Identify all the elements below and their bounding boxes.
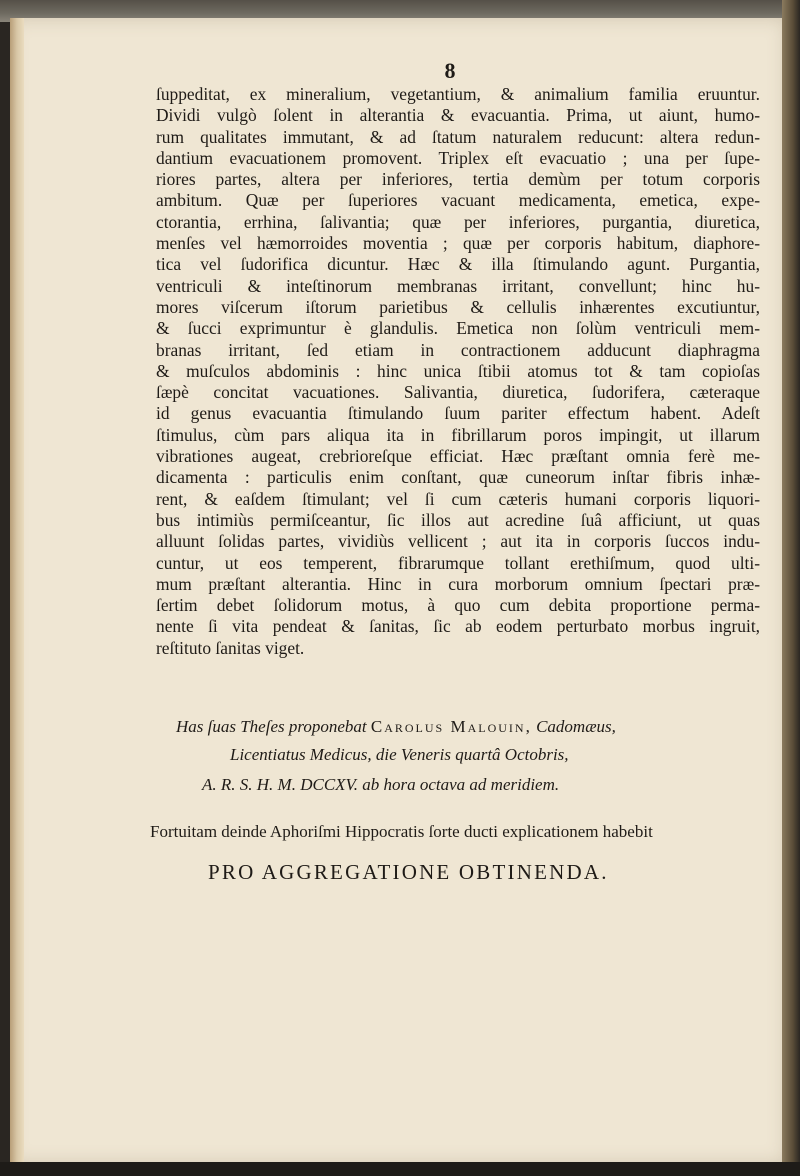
text-line: ſæpè concitat vacuationes. Salivantia, diuretica, ſudorifera, cæteraque	[156, 382, 760, 403]
text-line: ſtimulus, cùm pars aliqua ita in fibrillarum poros impingit, ut illarum	[156, 424, 760, 445]
book-fore-edge	[782, 0, 800, 1176]
imprint-line-3: A. R. S. H. M. DCCXV. ab hora octava ad meridiem.	[202, 775, 560, 794]
text-line: mores viſcerum iſtorum parietibus & cellulis inhærentes excutiuntur,	[156, 296, 760, 317]
text-line: vibrationes augeat, crebrioreſque efficiat. Hæc præſtant omnia ferè me-	[156, 446, 760, 467]
text-line: reſtituto ſanitas viget.	[156, 637, 305, 658]
text-line: dicamenta : particulis enim conſtant, quæ cuneorum inſtar fibris inhæ-	[156, 467, 760, 488]
page-number: 8	[444, 58, 456, 83]
imprint-line-1	[176, 717, 780, 737]
text-line: ſuppeditat, ex mineralium, vegetantium, & animalium familia eruuntur.	[156, 84, 760, 104]
text-line: Dividi vulgò ſolent in alterantia & evacuantia. Prima, ut aiunt, humo-	[156, 105, 760, 126]
text-line: alluunt ſolidas partes, vividiùs vellicent ; aut ita in corporis ſuccos indu-	[156, 531, 760, 552]
text-line: cuntur, ut eos temperent, fibrarumque tollant erethiſmum, quod ulti-	[156, 552, 760, 573]
text-line: ventriculi & inteſtinorum membranas irritant, convellunt; hinc hu-	[156, 275, 760, 296]
imprint-origin: Cadomæus,	[536, 717, 616, 736]
text-line: ctorantia, errhina, ſalivantia; quæ per inferiores, purgantia, diuretica,	[156, 211, 760, 232]
imprint-line-2: Licentiatus Medicus, die Veneris quartâ Octobris,	[230, 745, 569, 764]
text-line: bus intimiùs permiſceantur, ſic illos aut acredine ſuâ afficiunt, ut quas	[156, 509, 760, 530]
imprint-author: Carolus Malouin,	[370, 717, 532, 736]
closing-heading: PRO AGGREGATIONE OBTINENDA.	[208, 860, 609, 884]
text-line: nente ſi vita pendeat & ſanitas, ſic ab eodem perturbato morbus ingruit,	[156, 616, 760, 637]
text-line: ambitum. Quæ per ſuperiores vacuant medicamenta, emetica, expe-	[156, 190, 760, 211]
text-line: branas irritant, ſed etiam in contractionem adducunt diaphragma	[156, 339, 760, 360]
text-line: menſes vel hæmorroides moventia ; quæ per corporis habitum, diaphore-	[156, 233, 760, 254]
text-line: rum qualitates immutant, & ad ſtatum naturalem reducunt: altera redun-	[156, 126, 760, 147]
text-line: rent, & eaſdem ſtimulant; vel ſi cum cæteris humani corporis liquori-	[156, 488, 760, 509]
text-line: mum præſtant alterantia. Hinc in cura morborum omnium ſpectari præ-	[156, 573, 760, 594]
thesis-body-text	[156, 84, 760, 659]
text-line: ſertim debet ſolidorum motus, à quo cum debita proportione perma-	[156, 595, 760, 616]
text-line: id genus evacuantia ſtimulando ſuum pariter effectum habent. Adeſt	[156, 403, 760, 424]
text-line: & ſucci exprimuntur è glandulis. Emetica non ſolùm ventriculi mem-	[156, 318, 760, 339]
book-bottom-edge	[0, 1162, 800, 1176]
page-gutter	[10, 18, 24, 1164]
text-line: & muſculos abdominis : hinc unica ſtibii atomus tot & tam copioſas	[156, 360, 760, 381]
text-line: riores partes, altera per inferiores, tertia demùm per totum corporis	[156, 169, 760, 190]
imprint-intro: Has ſuas Theſes proponebat	[176, 717, 367, 736]
fortuitam-line: Fortuitam deinde Aphoriſmi Hippocratis ſorte ducti explicationem habebit	[150, 822, 653, 841]
text-line: dantium evacuationem promovent. Triplex eſt evacuatio ; una per ſupe-	[156, 147, 760, 168]
text-line: tica vel ſudorifica dicuntur. Hæc & illa ſtimulando agunt. Purgantia,	[156, 254, 760, 275]
